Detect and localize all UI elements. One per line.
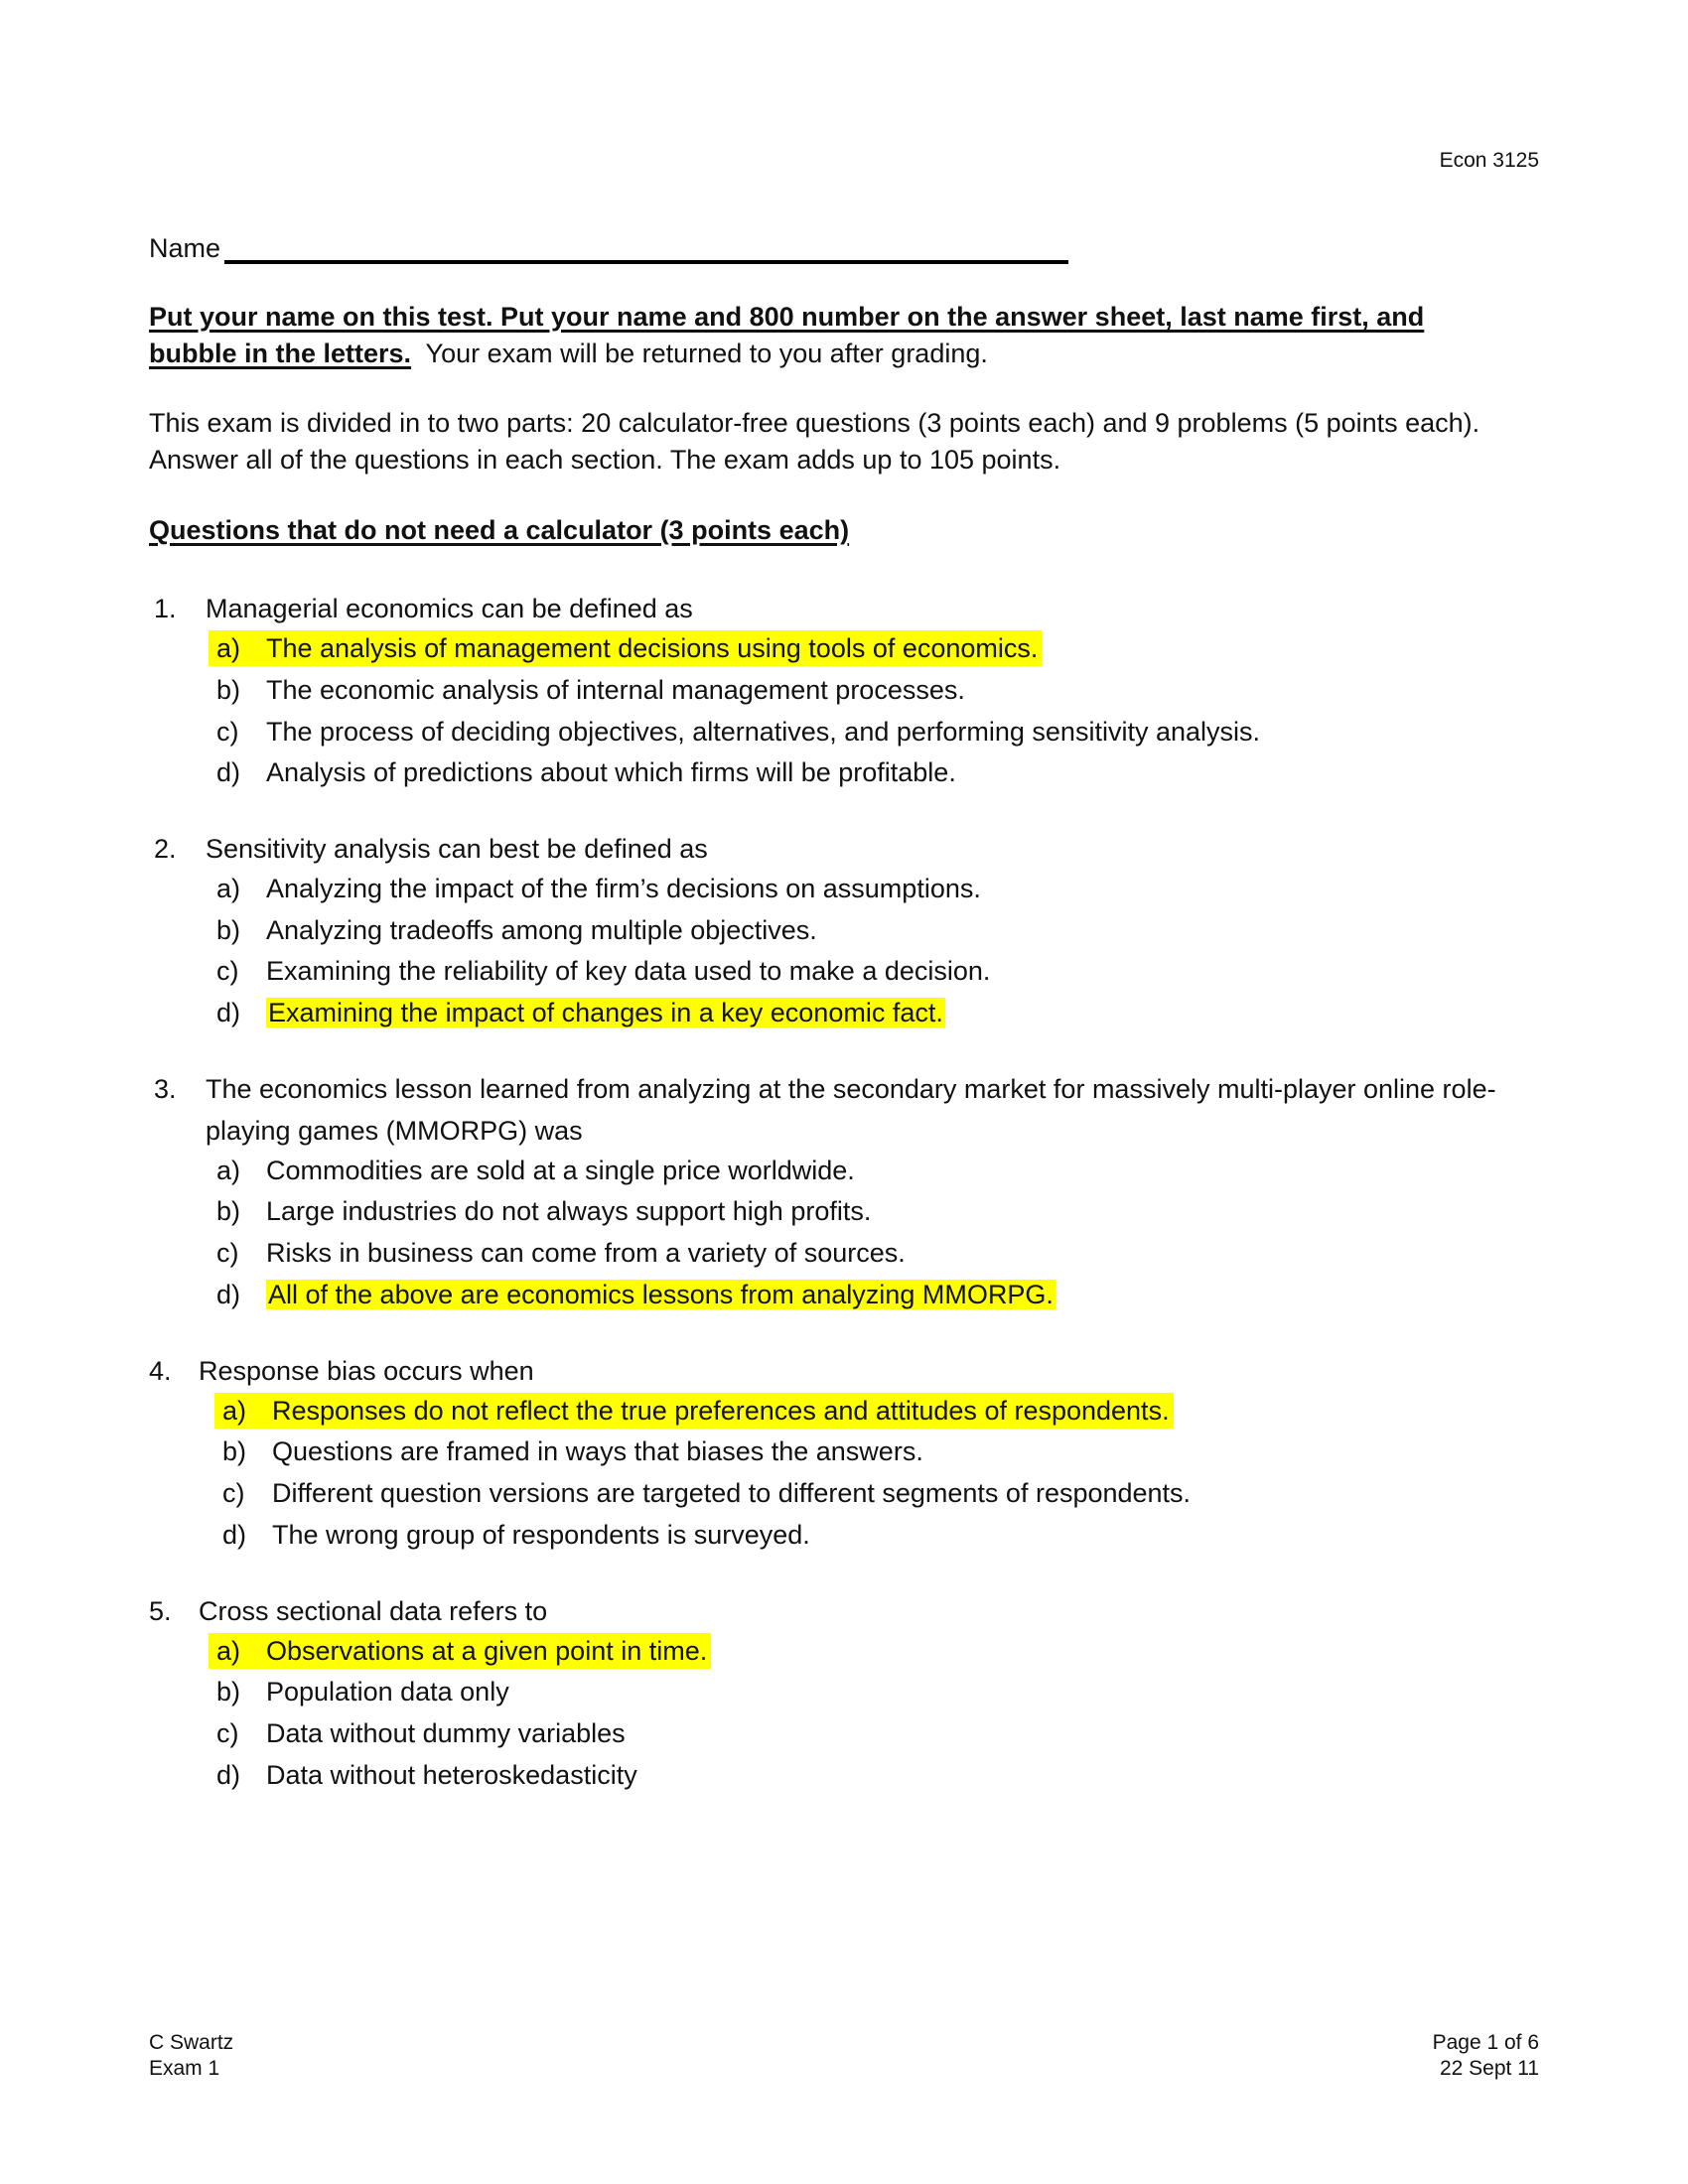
option-text: Large industries do not always support high profits. — [266, 1196, 872, 1226]
question-3-text-cont: playing games (MMORPG) was — [206, 1116, 583, 1146]
option-letter: c) — [216, 956, 239, 986]
question-number: 1. — [154, 594, 177, 623]
q3-option-a[interactable] — [209, 1153, 859, 1188]
q2-option-a[interactable] — [209, 871, 985, 906]
option-letter: b) — [216, 675, 241, 705]
question-number: 3. — [154, 1074, 177, 1104]
q1-option-a[interactable] — [209, 630, 1042, 666]
option-letter: b) — [216, 915, 241, 945]
option-letter: c) — [216, 1238, 239, 1268]
question-number: 2. — [154, 834, 177, 864]
option-letter: c) — [216, 717, 239, 747]
option-letter: a) — [216, 1636, 241, 1666]
option-letter: b) — [216, 1196, 241, 1226]
instructions-bold-line2: bubble in the letters. — [149, 339, 412, 368]
option-text: The process of deciding objectives, alternatives, and performing sensitivity analysis. — [266, 717, 1260, 747]
q5-option-d[interactable] — [209, 1757, 641, 1793]
option-letter: b) — [222, 1436, 247, 1466]
q2-option-d[interactable] — [209, 995, 949, 1030]
option-text: Responses do not reflect the true preferences and attitudes of respondents. — [272, 1396, 1170, 1426]
question-5 — [149, 1595, 547, 1627]
option-letter: b) — [216, 1677, 241, 1706]
question-text: Managerial economics can be defined as — [206, 594, 693, 623]
option-text: Observations at a given point in time. — [266, 1636, 708, 1666]
option-text: Data without heteroskedasticity — [266, 1760, 637, 1790]
q1-option-b[interactable] — [209, 672, 969, 708]
q3-option-b[interactable] — [209, 1193, 875, 1229]
name-blank-line[interactable] — [224, 260, 1068, 264]
question-number: 4. — [149, 1356, 172, 1386]
q4-option-b[interactable] — [214, 1433, 927, 1469]
option-letter: a) — [216, 1156, 241, 1185]
option-text: Different question versions are targeted to different segments of respondents. — [272, 1478, 1192, 1508]
option-letter: d) — [216, 1280, 241, 1309]
option-letter: c) — [216, 1718, 239, 1748]
q2-option-c[interactable] — [209, 953, 994, 989]
q4-option-d[interactable] — [214, 1517, 814, 1553]
question-text: Response bias occurs when — [199, 1356, 534, 1386]
option-letter: a) — [216, 874, 241, 903]
option-letter: d) — [216, 998, 241, 1027]
footer-date: 22 Sept 11 — [1439, 2057, 1539, 2080]
question-1 — [154, 593, 693, 624]
option-text: Data without dummy variables — [266, 1718, 626, 1748]
q5-option-a[interactable] — [209, 1633, 711, 1669]
instructions-plain-line2: Your exam will be returned to you after grading. — [411, 339, 988, 368]
option-text: Examining the impact of changes in a key economic fact. — [268, 998, 943, 1027]
option-text: The analysis of management decisions using tools of economics. — [266, 633, 1039, 663]
q3-option-d[interactable] — [209, 1277, 1059, 1312]
option-letter: d) — [216, 1760, 241, 1790]
q2-option-b[interactable] — [209, 912, 821, 948]
option-letter: a) — [216, 633, 241, 663]
question-4 — [149, 1355, 534, 1387]
option-text: All of the above are economics lessons from analyzing MMORPG. — [268, 1280, 1054, 1309]
option-text: Analyzing tradeoffs among multiple objectives. — [266, 915, 817, 945]
option-text: Analysis of predictions about which firms will be profitable. — [266, 757, 956, 787]
instructions-bold-line1: Put your name on this test. Put your name and 800 number on the answer sheet, last name first, and — [149, 302, 1425, 332]
option-text: Questions are framed in ways that biases the answers. — [272, 1436, 923, 1466]
exam-description-line2: Answer all of the questions in each section. The exam adds up to 105 points. — [149, 445, 1061, 475]
question-text: The economics lesson learned from analyzing at the secondary market for massively multi-player online role- — [206, 1074, 1496, 1104]
option-letter: d) — [222, 1520, 247, 1550]
question-2 — [154, 833, 708, 865]
option-letter: a) — [222, 1396, 247, 1426]
option-text: Risks in business can come from a variety of sources. — [266, 1238, 906, 1268]
name-label: Name — [149, 233, 221, 263]
question-number: 5. — [149, 1596, 172, 1626]
footer-exam: Exam 1 — [149, 2057, 220, 2080]
option-text: Examining the reliability of key data used to make a decision. — [266, 956, 991, 986]
option-text: Population data only — [266, 1677, 509, 1706]
option-text: Commodities are sold at a single price worldwide. — [266, 1156, 855, 1185]
section-title: Questions that do not need a calculator (3 points each) — [149, 515, 850, 545]
q1-option-c[interactable] — [209, 714, 1264, 750]
option-letter: d) — [216, 757, 241, 787]
question-text: Sensitivity analysis can best be defined as — [206, 834, 708, 864]
option-text: The wrong group of respondents is surveyed. — [272, 1520, 810, 1550]
course-code: Econ 3125 — [1439, 149, 1539, 172]
exam-description-line1: This exam is divided in to two parts: 20 calculator-free questions (3 points each) and 9 problems (5 points each). — [149, 408, 1480, 438]
question-3 — [154, 1073, 1496, 1105]
q3-option-c[interactable] — [209, 1235, 910, 1271]
q1-option-d[interactable] — [209, 754, 960, 790]
option-text: The economic analysis of internal management processes. — [266, 675, 965, 705]
instructions-line2 — [149, 338, 988, 369]
question-text: Cross sectional data refers to — [199, 1596, 548, 1626]
q4-option-c[interactable] — [214, 1475, 1195, 1511]
q4-option-a[interactable] — [214, 1393, 1174, 1429]
q5-option-c[interactable] — [209, 1715, 630, 1751]
q5-option-b[interactable] — [209, 1674, 513, 1709]
footer-author: C Swartz — [149, 2031, 234, 2054]
footer-page-number: Page 1 of 6 — [1432, 2031, 1539, 2054]
option-text: Analyzing the impact of the firm’s decisions on assumptions. — [266, 874, 981, 903]
option-letter: c) — [222, 1478, 245, 1508]
